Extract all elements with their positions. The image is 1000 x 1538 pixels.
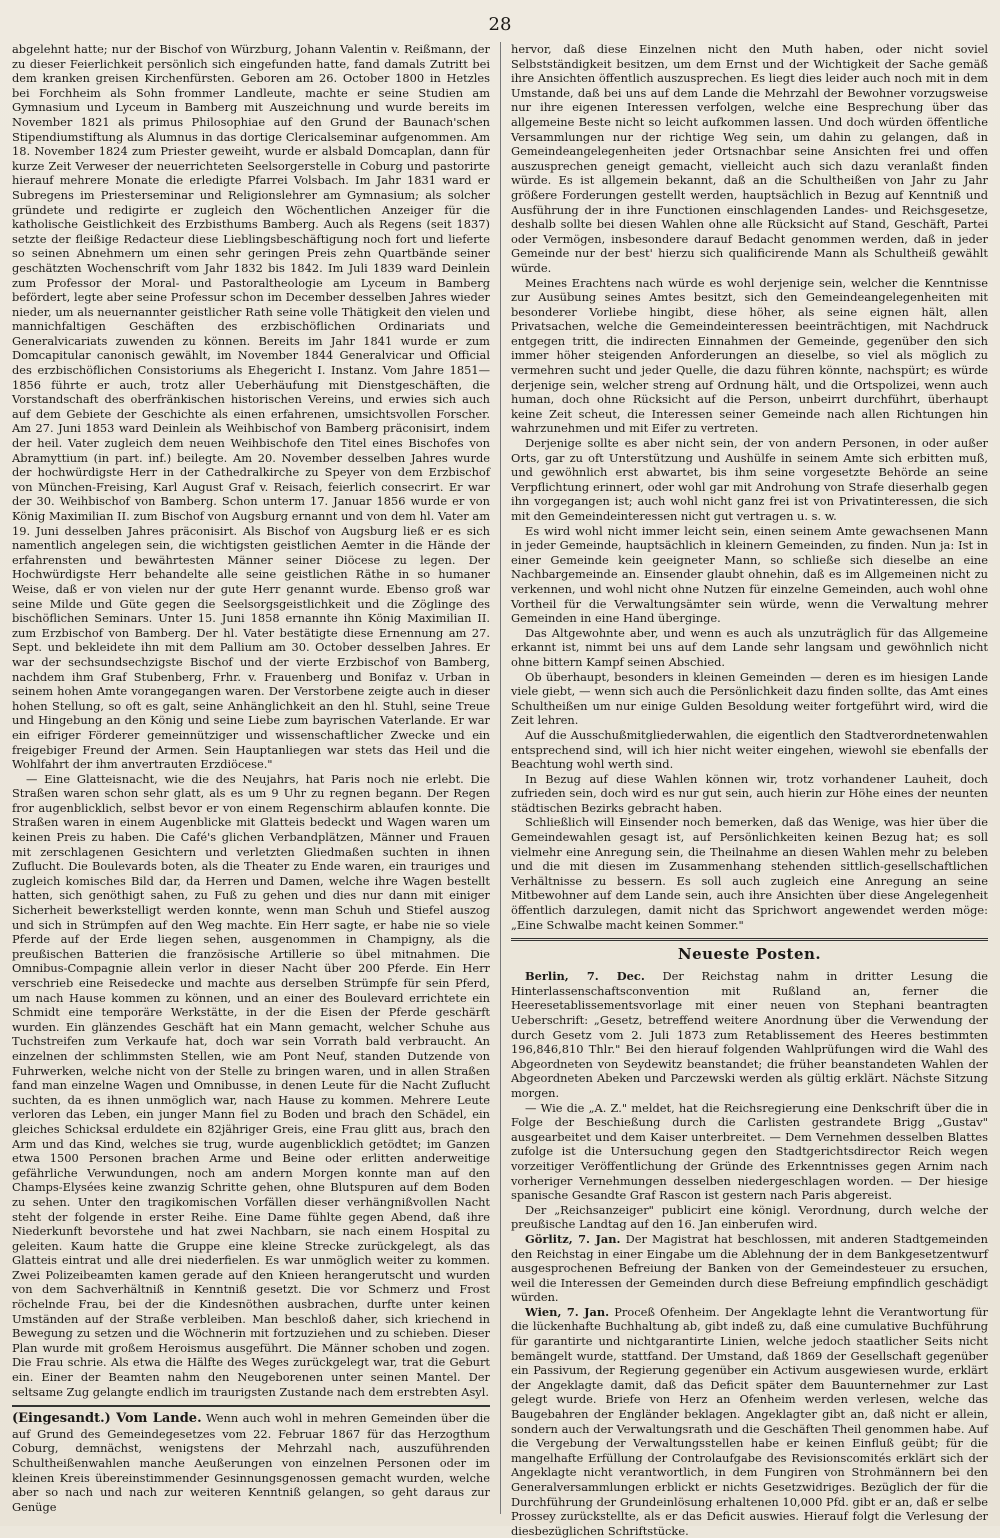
news-dateline: Görlitz, 7. Jan.: [525, 1231, 621, 1246]
news-item: [511, 969, 988, 1100]
article-paragraph: Derjenige sollte es aber nicht sein, der von andern Personen, in oder außer Orts, gar zu oft Unterstützung und Aushülfe in seinem Amte sich erbitten muß, und gewöhnlich erst abwartet, bis ihm seine vorgesetzte Behörde an seine Verpflichtung erinnert, oder wohl gar mit Androhung von Strafe dieserhalb gegen ihn vorgegangen ist; auch wohl nicht ganz frei ist von Privatinteressen, die sich mit den Gemeindeinteressen nicht gut vertragen u. s. w.: [511, 436, 988, 523]
article-eingesandt: [12, 1411, 490, 1514]
article-glatteisnacht: — Eine Glatteisnacht, wie die des Neujahrs, hat Paris noch nie erlebt. Die Straßen waren schon sehr glatt, als es um 9 Uhr zu regnen begann. Der Regen fror augenblicklich, selbst bevor er von einem Regenschirm ablaufen konnte. Die Straßen waren in einem Augenblicke mit Glatteis bedeckt und Wagen waren um keinen Preis zu haben. Die Café's glichen Verbandplätzen, Männer und Frauen mit zerschlagenen Gesichtern und verletzten Gliedmaßen suchten in ihnen Zuflucht. Die Boulevards boten, als die Theater zu Ende waren, ein trauriges und zugleich komisches Bild dar, da Herren und Damen, welche ihre Wagen bestellt hatten, sich genöthigt sahen, zu Fuß zu gehen und dies nur dann mit einiger Sicherheit bewerkstelligt werden konnte, wenn man Schuh und Stiefel auszog und sich in Strümpfen auf den Weg machte. Ein Herr sagte, er habe nie so viele Pferde auf der Erde liegen sehen, ausgenommen in Champigny, als die preußischen Batterien die französische Artillerie so übel mitnahmen. Die Omnibus-Compagnie allein verlor in dieser Nacht über 200 Pferde. Ein Herr verschrieb eine Reisedecke und machte aus derselben Strümpfe für sein Pferd, um nach Hause kommen zu können, und an einer des Boulevard errichtete ein Schmidt eine temporäre Werkstätte, in der die Eisen der Pferde geschärft wurden. Ein glänzendes Geschäft hat ein Mann gemacht, welcher Schuhe aus Tuchstreifen zum Verkaufe hat, doch war sein Vorrath bald verbraucht. An einzelnen der schlimmsten Stellen, wie am Pont Neuf, standen Dutzende von Fuhrwerken, welche nicht von der Stelle zu bringen waren, und in allen Straßen fand man einzelne Wagen und Omnibusse, in denen Leute für die Nacht Zuflucht suchten, da es ihnen unmöglich war, nach Hause zu kommen. Mehrere Leute verloren das Leben, ein junger Mann fiel zu Boden und brach den Schädel, ein gleiches Schicksal erduldete ein 82jähriger Greis, eine Frau glitt aus, brach den Arm und das Kind, welches sie trug, wurde augenblicklich getödtet; im Ganzen etwa 1500 Personen brachen Arme und Beine oder erlitten anderweitige gefährliche Verwundungen, noch am andern Morgen konnte man auf den Champs-Elysées keine zwanzig Schritte gehen, ohne Blutspuren auf dem Boden zu sehen. Unter den tragikomischen Vorfällen dieser verhängnißvollen Nacht steht der folgende in erster Reihe. Eine Dame fühlte gegen Abend, daß ihre Niederkunft bevorstehe und hat zwei Nachbarn, sie nach einem Hospital zu geleiten. Kaum hatte die Gruppe eine kleine Strecke zurückgelegt, als das Glatteis eintrat und alle drei niederfielen. Es war unmöglich weiter zu kommen. Zwei Polizeibeamten kamen gerade auf den Knieen herangerutscht und wurden von dem Sachverhältniß in Kenntniß gesetzt. Die vor Schmerz und Frost röchelnde Frau, bei der die Kindesnöthen ausbrachen, durfte unter keinen Umständen auf der Straße verbleiben. Man beschloß daher, sich kriechend in Bewegung zu setzen und die Wöchnerin mit fortzuziehen und zu schieben. Dieser Plan wurde mit großem Heroismus ausgeführt. Die Männer schoben und zogen. Die Frau schrie. Als etwa die Hälfte des Weges zurückgelegt war, trat die Geburt ein. Einer der Beamten nahm den Neugeborenen unter seinen Mantel. Der seltsame Zug gelangte endlich im traurigsten Zustande nach dem erstrebten Asyl.: [12, 771, 490, 1399]
news-text: Proceß Ofenheim. Der Angeklagte lehnt die Verantwortung für die lückenhafte Buchhaltung ab, gibt indeß zu, daß eine cumulative Buchführung für garantirte und nichtgarantirte Linien, welche jedoch staatlicher Seits nicht bemängelt wurde, stattfand. Der Umstand, daß 1869 der Gesellschaft gegenüber ein Passivum, der Regierung gegenüber ein Activum ausgewiesen wurde, erklärt der Angeklagte damit, daß das Deficit später dem Bauunternehmer zur Last gelegt wurde. Briefe von Herz an Ofenheim werden verlesen, welche das Baugebahren der Engländer beklagen. Angeklagter gibt an, daß nicht er allein, sondern auch der Verwaltungsrath und die Geschäften Theil genommen habe. Auf die Vergebung der Verwaltungsstellen habe er keinen Einfluß geübt; für die mangelhafte Erfüllung der Controlaufgabe des Revisionscomités erklärt sich der Angeklagte nicht verantwortlich, in dem Fungiren von Strohmännern bei den Generalversammlungen erblickt er nichts Gesetzwidriges. Bezüglich der für die Durchführung der Grundeinlösung erhaltenen 10,000 Pfd. gibt er an, daß er selbe Prossey zurückstellte, als er das Deficit auswies. Hierauf folgt die Verlesung der diesbezüglichen Schriftstücke.: [511, 1304, 988, 1538]
news-dateline: Berlin, 7. Dec.: [525, 969, 645, 984]
news-text: Der Magistrat hat beschlossen, mit anderen Stadtgemeinden den Reichstag in einer Eingabe um die Ablehnung der in dem Bankgesetzentwurf ausgesprochenen Befreiung der Banken von der Gemeindesteuer zu ersuchen, weil die Interessen der Gemeinden durch diese Befreiung empfindlich geschädigt würden.: [511, 1231, 989, 1305]
news-item: [511, 1203, 988, 1232]
eingesandt-text: Wenn auch wohl in mehren Gemeinden über die auf Grund des Gemeindegesetzes vom 22. Februar 1867 für das Herzogthum Coburg, demnächst, wenigstens der Mehrzahl nach, auszuführenden Schultheißenwahlen manche Aeußerungen von einzelnen Personen oder im kleinen Kreis übereinstimmender Gesinnungsgenossen gemacht wurden, welche aber so nach und nach zur weiteren Kenntniß gelangen, so geht daraus zur Genüge: [12, 1411, 490, 1514]
news-item: [511, 1232, 988, 1305]
article-paragraph: Meines Erachtens nach würde es wohl derjenige sein, welcher die Kenntnisse zur Ausübung seines Amtes besitzt, sich den Gemeindeangelegenheiten mit besonderer Vorliebe hingibt, diese höher, als seine eignen hält, allen Privatsachen, welche die Gemeindeinteressen beeinträchtigen, mit Nachdruck entgegen tritt, die indirecten Einnahmen der Gemeinde, gegenüber den sich immer höher steigenden Anforderungen an dieselbe, so viel als möglich zu vermehren sucht und jeder Quelle, die dazu führen könnte, nachspürt; es würde derjenige sein, welcher streng auf Ordnung hält, und die Ortspolizei, wenn auch human, doch ohne Rücksicht auf die Person, unbeirrt durchführt, überhaupt keine Zeit scheut, die Interessen seiner Gemeinde nach allen Richtungen hin wahrzunehmen und mit Eifer zu vertreten.: [511, 275, 988, 436]
section-divider: [511, 938, 988, 941]
article-obituary: abgelehnt hatte; nur der Bischof von Würzburg, Johann Valentin v. Reißmann, der zu dieser Feierlichkeit persönlich sich eingefunden hatte, fand damals Zutritt bei dem kranken greisen Kirchenfürsten. Geboren am 26. October 1800 in Hetzles bei Forchheim als Sohn frommer Landleute, machte er seine Studien am Gymnasium und Lyceum in Bamberg mit Auszeichnung und wurde bereits im November 1821 als primus Philosophiae auf den Grund der Baunach'schen Stipendiumstiftung als Alumnus in das dortige Clericalseminar aufgenommen. Am 18. November 1824 zum Priester geweiht, wurde er alsbald Domcaplan, dann für kurze Zeit Verweser der neuerrichteten Seelsorgerstelle in Coburg und pastorirte hierauf mehrere Monate die erledigte Pfarrei Volsbach. Im Jahr 1831 ward er Subregens im Priesterseminar und Religionslehrer am Gymnasium; als solcher gründete und redigirte er zugleich den Wöchentlichen Anzeiger für die katholische Geistlichkeit des Erzbisthums Bamberg. Auch als Regens (seit 1837) setzte der fleißige Redacteur diese Lieblingsbeschäftigung noch fort und lieferte so seinen Abnehmern um einen sehr geringen Preis zehn Quartbände seiner geschätzten Wochenschrift vom Jahr 1832 bis 1842. Im Juli 1839 ward Deinlein zum Professor der Moral- und Pastoraltheologie am Lyceum in Bamberg befördert, legte aber seine Professur schon im December desselben Jahres wieder nieder, um als neuernannter geistlicher Rath seine volle Thätigkeit den vielen und mannichfaltigen Geschäften des erzbischöflichen Ordinariats und Generalvicariats zuwenden zu können. Bereits im Jahr 1841 wurde er zum Domcapitular canonisch gewählt, im November 1844 Generalvicar und Official des erzbischöflichen Consistoriums als Ehegericht I. Instanz. Vom Jahre 1851—1856 führte er auch, trotz aller Ueberhäufung mit Dienstgeschäften, die Vorstandschaft des oberfränkischen historischen Vereins, und erwies sich auch auf dem Gebiete der Geschichte als einen erfahrenen, umsichtsvollen Forscher. Am 27. Juni 1853 ward Deinlein als Weihbischof von Bamberg präconisirt, indem der heil. Vater zugleich dem neuen Weihbischofe den Titel eines Bischofes von Abramyttium (in part. inf.) beilegte. Am 20. November desselben Jahres wurde der hochwürdigste Herr in der Cathedralkirche zu Speyer von dem Erzbischof von München-Freising, Karl August Graf v. Reisach, feierlich consecrirt. Er war der 30. Weihbischof von Bamberg. Schon unterm 17. Januar 1856 wurde er von König Maximilian II. zum Bischof von Augsburg ernannt und von dem hl. Vater am 19. Juni desselben Jahres präconisirt. Als Bischof von Augsburg ließ er es sich namentlich angelegen sein, die wichtigsten geistlichen Aemter in die Hände der erfahrensten und bewährtesten Männer seiner Diöcese zu legen. Der Hochwürdigste Herr behandelte alle seine geistlichen Räthe in so humaner Weise, daß er von vielen nur der gute Herr genannt wurde. Ebenso groß war seine Milde und Güte gegen die Seelsorgsgeistlichkeit und die Zöglinge des bischöflichen Seminars. Unter 15. Juni 1858 ernannte ihn König Maximilian II. zum Erzbischof von Bamberg. Der hl. Vater bestätigte diese Ernennung am 27. Sept. und bekleidete ihn mit dem Pallium am 30. October desselben Jahres. Er war der sechsundsechzigste Bischof und der vierte Erzbischof von Bamberg, nachdem ihm Graf Stubenberg, Frhr. v. Frauenberg und Bonifaz v. Urban in seinem hohen Amte vorangegangen waren. Der Verstorbene zeigte auch in dieser hohen Stellung, so oft es galt, seine Anhänglichkeit an den hl. Stuhl, seine Treue und Hingebung an den König und seine Liebe zum bayrischen Vaterlande. Er war ein eifriger Förderer gemeinnütziger und wissenschaftlicher Zwecke und ein freigebiger Freund der Armen. Sein Hauptanliegen war stets das Heil und die Wohlfahrt der ihm anvertrauten Erzdiöcese.": [12, 42, 490, 772]
news-dateline: Wien, 7. Jan.: [525, 1304, 610, 1319]
left-column: [12, 42, 500, 1514]
article-paragraph: Ob überhaupt, besonders in kleinen Gemeinden — deren es im hiesigen Lande viele giebt, — wenn sich auch die Persönlichkeit dazu finden sollte, das Amt eines Schultheißen um nur einige Gulden Besoldung weiter fortgeführt wird, wird die Zeit lehren.: [511, 669, 988, 728]
article-paragraph: Auf die Ausschußmitgliederwahlen, die eigentlich den Stadtverordnetenwahlen entsprechend sind, will ich hier nicht weiter eingehen, wiewohl sie ebenfalls der Beachtung wohl werth sind.: [511, 727, 988, 772]
article-paragraph: Schließlich will Einsender noch bemerken, daß das Wenige, was hier über die Gemeindewahlen gesagt ist, auf Persönlichkeiten keinen Bezug hat; es soll vielmehr eine Anregung sein, die Theilnahme an diesen Wahlen mehr zu beleben und die mit diesen im Zusammenhang stehenden sittlich-gesellschaftlichen Verhältnisse zu bessern. Es soll auch zugleich eine Anregung an seine Mitbewohner auf dem Lande sein, auch ihre Ansichten über diese Angelegenheit öffentlich darzulegen, damit nicht das Sprichwort angewendet werden möge: „Eine Schwalbe macht keinen Sommer.": [511, 815, 988, 932]
article-paragraph: hervor, daß diese Einzelnen nicht den Muth haben, oder nicht soviel Selbstständigkeit besitzen, um dem Ernst und der Wichtigkeit der Sache gemäß ihre Ansichten öffentlich auszusprechen. Es liegt dies leider auch noch mit in dem Umstande, daß bei uns auf dem Lande die Mehrzahl der Bewohner vorzugsweise nur ihre eigenen Interessen verfolgen, welche eine Besprechung über das allgemeine Beste nicht so leicht aufkommen lassen. Und doch würden öffentliche Versammlungen nur der richtige Weg sein, um dahin zu gelangen, daß in Gemeindeangelegenheiten jeder Ortsnachbar seine Ansichten frei und offen auszusprechen geneigt gemacht, vielleicht auch sich dazu veranlaßt finden würde. Es ist allgemein bekannt, daß an die Schultheißen von Jahr zu Jahr größere Forderungen gestellt werden, hauptsächlich in Bezug auf Kenntniß und Ausführung der in ihre Functionen einschlagenden Landes- und Reichsgesetze, deshalb sollte bei diesen Wahlen ohne alle Rücksicht auf Stand, Geschäft, Partei oder Vermögen, insbesondere darauf Bedacht genommen werden, daß in jeder Gemeinde nur der best' hierzu sich qualificirende Mann als Schultheiß gewählt würde.: [511, 42, 988, 275]
eingesandt-heading: (Eingesandt.) Vom Lande.: [12, 1411, 202, 1427]
article-paragraph: Das Altgewohnte aber, und wenn es auch als unzuträglich für das Allgemeine erkannt ist, nimmt bei uns auf dem Lande sehr langsam und gewöhnlich nicht ohne bittern Kampf seinen Abschied.: [511, 625, 988, 669]
news-item: [511, 1305, 988, 1538]
page-number: 28: [488, 14, 512, 35]
article-paragraph: In Bezug auf diese Wahlen können wir, trotz vorhandener Lauheit, doch zufrieden sein, doch wird es nur gut sein, auch hierin zur Höhe eines der neunten städtischen Bezirks gebracht haben.: [511, 771, 988, 815]
section-title: Neueste Posten.: [677, 945, 822, 964]
news-item: [511, 1101, 988, 1203]
news-text: — Wie die „A. Z." meldet, hat die Reichsregierung eine Denkschrift über die in Folge der Beschießung durch die Carlisten gestrandete Brigg „Gustav" ausgearbeitet und dem Kaiser unterbreitet. — Dem Vernehmen desselben Blattes zufolge ist die Untersuchung gegen den Stadtgerichtsdirector Reich wegen vorzeitiger Veröffentlichung der Gründe des Erkenntnisses gegen Arnim nach vorheriger Vernehmungen desselben niedergeschlagen worden. — Der hiesige spanische Gesandte Graf Rascon ist gestern nach Paris abgereist.: [511, 1100, 988, 1203]
columns: [12, 42, 989, 1538]
right-column: [500, 42, 989, 1538]
article-paragraph: Es wird wohl nicht immer leicht sein, einen seinem Amte gewachsenen Mann in jeder Gemeinde, hauptsächlich in kleinern Gemeinden, zu finden. Nun ja: Ist in einer Gemeinde kein geeigneter Mann, so schließe sich dieselbe an eine Nachbargemeinde an. Einsender glaubt ohnehin, daß es im Allgemeinen nicht zu verkennen, und wohl nicht ohne Nutzen für einzelne Gemeinden, auch wohl ohne Vortheil für die Verwaltungsämter sein würde, wenn die Verwaltung mehrer Gemeinden in eine Hand überginge.: [511, 523, 988, 626]
news-text: Der Reichstag nahm in dritter Lesung die Hinterlassenschaftsconvention mit Rußland an, ferner die Heeresetablissementsvorlage mit einer neuen von Stephani beantragten Ueberschrift: „Gesetz, betreffend weitere Anordnung über die Verwendung der durch Gesetz vom 2. Juli 1873 zum Retablissement des Heeres bestimmten 196,846,810 Thlr." Bei den hierauf folgenden Wahlprüfungen wird die Wahl des Abgeordneten von Seydewitz beanstandet; die früher beanstandeten Wahlen der Abgeordneten Abeken und Parczewski werden als gültig erklärt. Nächste Sitzung morgen.: [511, 969, 988, 1100]
news-text: Der „Reichsanzeiger" publicirt eine königl. Verordnung, durch welche der preußische Landtag auf den 16. Jan einberufen wird.: [511, 1202, 988, 1232]
section-divider: [12, 1405, 490, 1407]
